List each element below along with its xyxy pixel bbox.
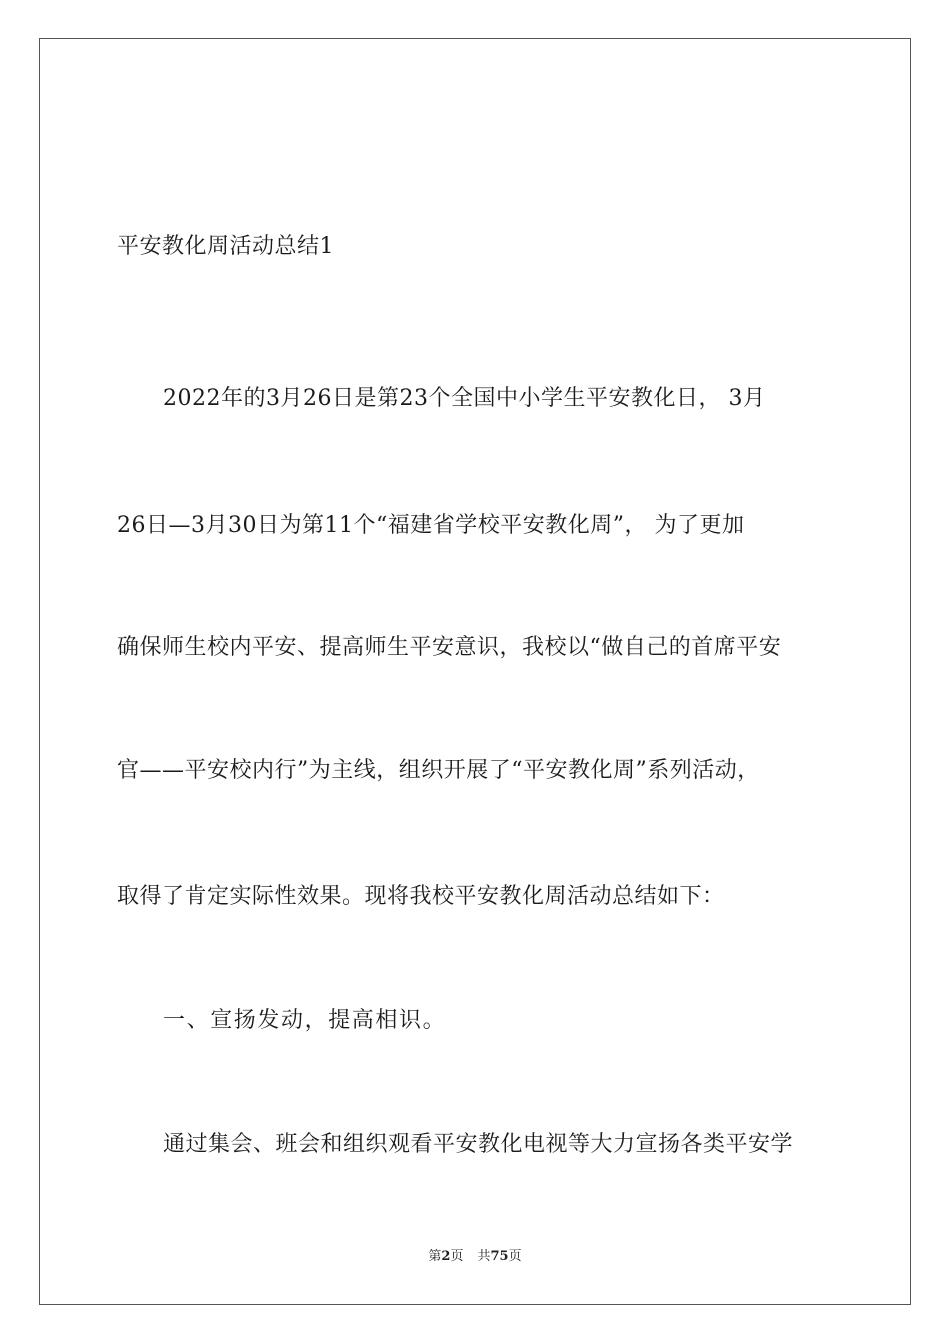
page-border [39, 38, 911, 1305]
footer-total-pages: 75 [490, 1249, 509, 1264]
paragraph-line-2: 26日—3月30日为第11个“福建省学校平安教化周”， 为了更加 [117, 513, 745, 538]
paragraph-line-1: 2022年的3月26日是第23个全国中小学生平安教化日， 3月 [163, 386, 766, 411]
section-heading-1: 一、宣扬发动，提高相识。 [163, 1008, 447, 1033]
page-footer [0, 1248, 950, 1266]
paragraph-line-3: 确保师生校内平安、提高师生平安意识，我校以“做自己的首席平安 [117, 635, 782, 660]
paragraph-line-7: 通过集会、班会和组织观看平安教化电视等大力宣扬各类平安学 [163, 1132, 794, 1157]
footer-page-number: 2 [441, 1249, 451, 1264]
paragraph-line-5: 取得了肯定实际性效果。现将我校平安教化周活动总结如下： [117, 884, 725, 909]
document-title: 平安教化周活动总结1 [117, 234, 334, 259]
footer-page-prefix: 第 [428, 1249, 442, 1264]
paragraph-line-4: 官——平安校内行”为主线，组织开展了“平安教化周”系列活动， [117, 758, 760, 783]
footer-page-suffix: 页 [450, 1249, 464, 1264]
footer-total-suffix: 页 [508, 1249, 522, 1264]
footer-total-prefix: 共 [477, 1249, 491, 1264]
